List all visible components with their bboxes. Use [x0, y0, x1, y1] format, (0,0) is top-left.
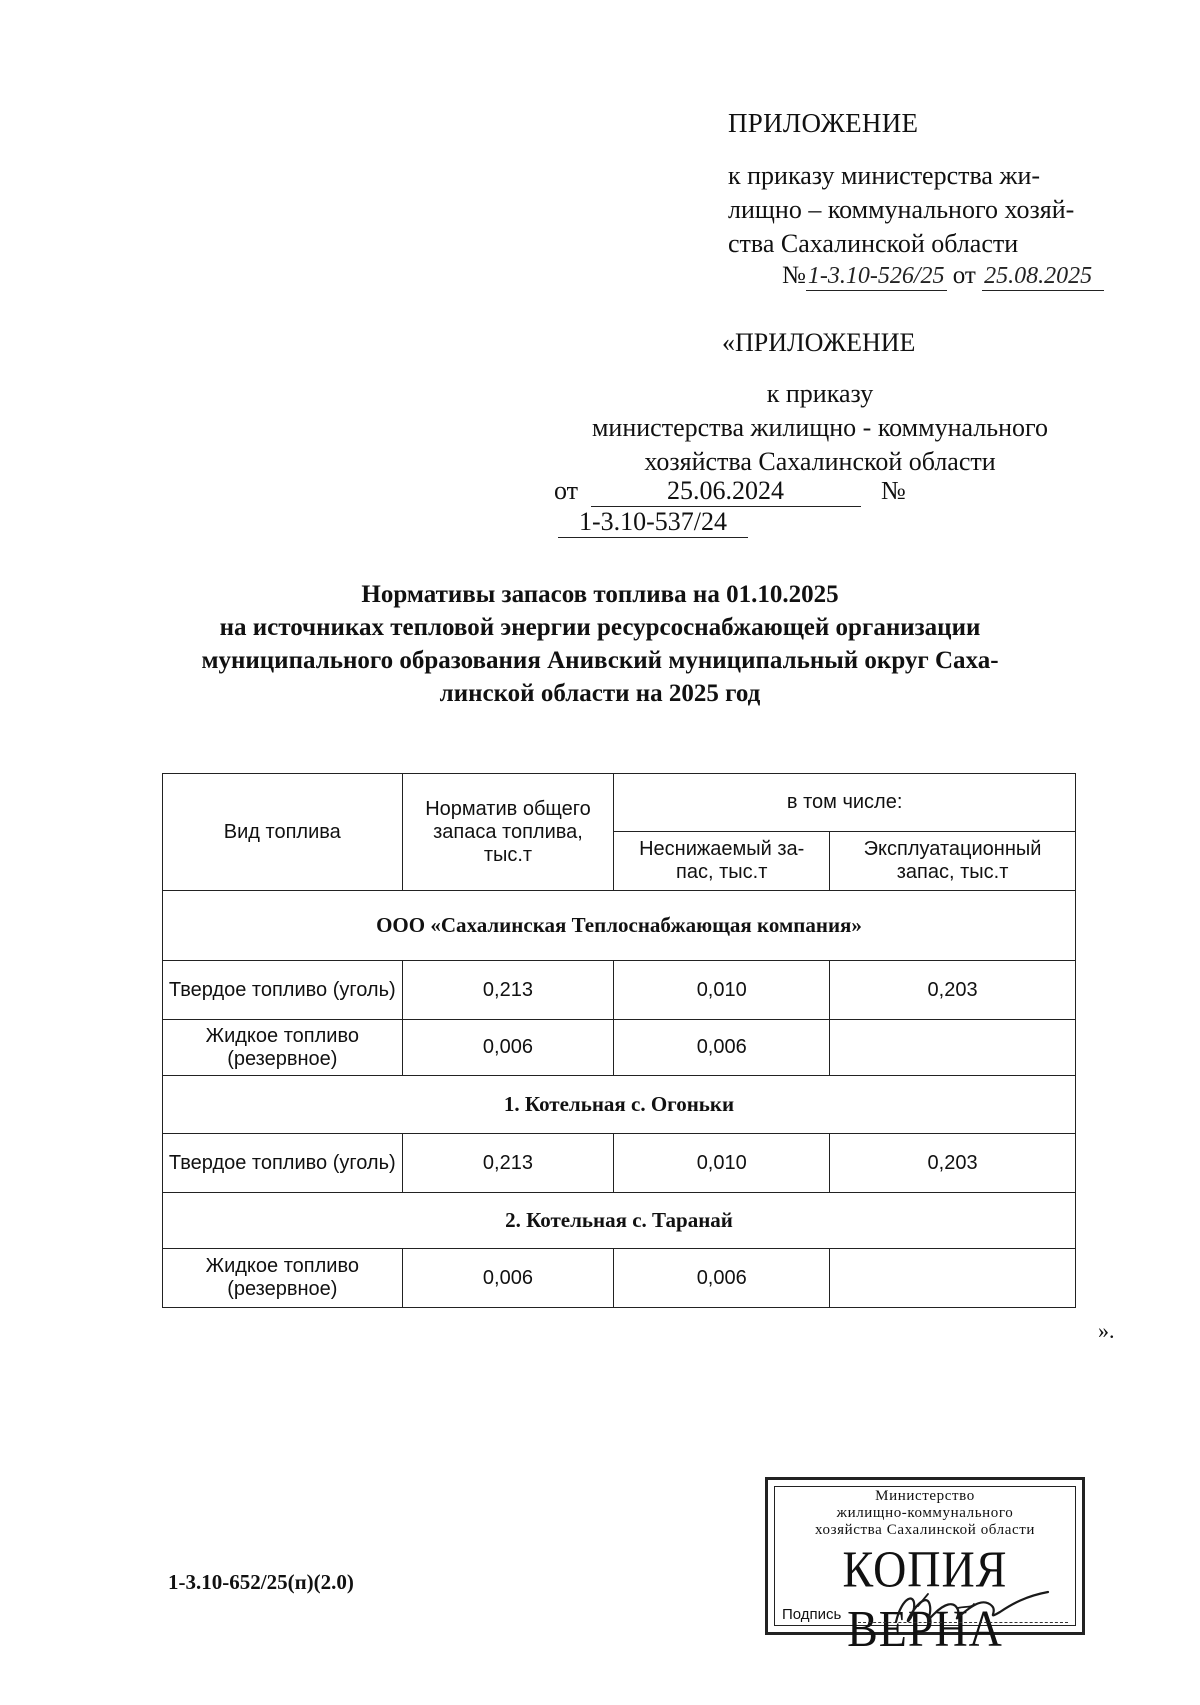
appendix-number-line [782, 262, 1104, 291]
closing-quote: ». [1098, 1318, 1115, 1343]
operational-cell [830, 1249, 1076, 1308]
original-date-prefix: от [554, 476, 579, 505]
table-row [163, 1134, 1076, 1193]
original-date-number-line [554, 476, 1104, 538]
document-title-line-4: линской области на 2025 год [439, 680, 761, 707]
document-code: 1-3.10-652/25(п)(2.0) [168, 1570, 354, 1594]
original-appendix-line-2: министерства жилищно - коммунального [591, 413, 1049, 442]
irreducible-cell: 0,010 [614, 961, 830, 1020]
document-title [150, 578, 1050, 710]
appendix-line-1: к приказу министерства жи- [728, 161, 1041, 190]
appendix-number-prefix: № [782, 262, 806, 289]
original-date-value: 25.06.2024 [591, 476, 861, 507]
stamp-org-line-1: Министерство [875, 1488, 975, 1504]
stamp-org-line-3: хозяйства Сахалинской области [814, 1522, 1036, 1538]
header-fuel-type: Вид топлива [163, 774, 403, 891]
company-row: ООО «Сахалинская Теплоснабжающая компания» [163, 891, 1076, 961]
boiler-ogonki-row: 1. Котельная с. Огоньки [163, 1076, 1076, 1134]
fuel-cell: Жидкое топливо (резервное) [163, 1020, 403, 1076]
original-appendix-title: «ПРИЛОЖЕНИЕ [722, 328, 916, 357]
fuel-reserves-table [162, 773, 1076, 1308]
original-appendix-line-3: хозяйства Сахалинской области [644, 447, 996, 476]
appendix-date-prefix: от [952, 262, 976, 289]
appendix-line-2: лищно – коммунального хозяй- [728, 195, 1075, 224]
document-title-line-2: на источниках тепловой энергии ресурсоснабжающей организации [219, 614, 981, 641]
table-row [163, 1020, 1076, 1076]
stamp-certified-copy-text: КОПИЯ ВЕРНА [842, 1540, 1008, 1658]
operational-cell: 0,203 [830, 961, 1076, 1020]
certified-copy-stamp [765, 1477, 1085, 1658]
appendix-number-value: 1-3.10-526/25 [807, 263, 945, 289]
total-cell: 0,213 [402, 961, 614, 1020]
header-including: в том числе: [614, 774, 1076, 832]
total-cell: 0,213 [402, 1134, 614, 1193]
header-operational-reserve: Эксплуатационный запас, тыс.т [830, 832, 1076, 891]
fuel-cell: Твердое топливо (уголь) [163, 1134, 403, 1193]
stamp-signature-label: Подпись [782, 1606, 842, 1623]
original-number-prefix: № [881, 476, 906, 505]
irreducible-cell: 0,010 [614, 1134, 830, 1193]
stamp-organization [768, 1488, 1082, 1539]
table-row [163, 1249, 1076, 1308]
irreducible-cell: 0,006 [614, 1249, 830, 1308]
operational-cell: 0,203 [830, 1134, 1076, 1193]
original-number-value: 1-3.10-537/24 [558, 507, 748, 538]
header-irreducible-reserve: Неснижаемый за-пас, тыс.т [614, 832, 830, 891]
signature-scribble-icon [888, 1586, 1058, 1632]
document-title-line-3: муниципального образования Анивский муниципальный округ Саха- [201, 647, 999, 674]
fuel-cell: Жидкое топливо (резервное) [163, 1249, 403, 1308]
table-row [163, 961, 1076, 1020]
appendix-title: ПРИЛОЖЕНИЕ [728, 108, 919, 138]
total-cell: 0,006 [402, 1249, 614, 1308]
appendix-line-3: ства Сахалинской области [728, 229, 1019, 258]
boiler-taranai-row: 2. Котельная с. Таранай [163, 1193, 1076, 1249]
header-total-reserve: Норматив общего запаса топлива, тыс.т [402, 774, 614, 891]
irreducible-cell: 0,006 [614, 1020, 830, 1076]
operational-cell [830, 1020, 1076, 1076]
total-cell: 0,006 [402, 1020, 614, 1076]
stamp-org-line-2: жилищно-коммунального [836, 1505, 1014, 1521]
fuel-cell: Твердое топливо (уголь) [163, 961, 403, 1020]
appendix-date-value: 25.08.2025 [982, 263, 1104, 291]
document-title-line-1: Нормативы запасов топлива на 01.10.2025 [361, 581, 839, 608]
original-appendix-line-1: к приказу [766, 379, 874, 408]
